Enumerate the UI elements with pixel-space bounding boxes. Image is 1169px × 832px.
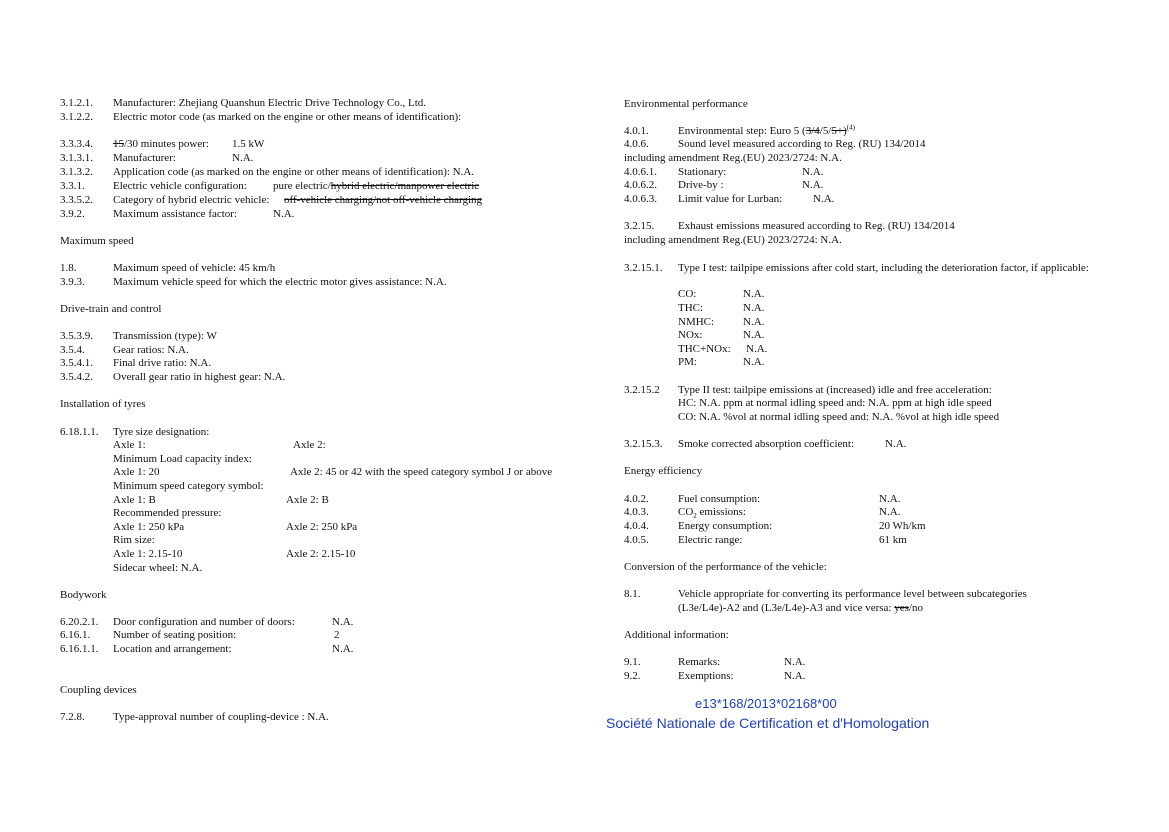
exemptions-value: N.A. bbox=[784, 670, 806, 682]
load-axle2: Axle 2: 45 or 42 with the speed category symbol J or above bbox=[290, 466, 553, 478]
item-number: 6.16.1.1. bbox=[60, 643, 99, 655]
item-number: 3.1.3.2. bbox=[60, 166, 93, 178]
gear-ratios-line: Gear ratios: N.A. bbox=[113, 344, 189, 356]
item-number: 3.2.15.3. bbox=[624, 438, 663, 450]
ev-config-selected: pure electric/ bbox=[273, 180, 331, 192]
pollutant-value: N.A. bbox=[743, 288, 765, 300]
exhaust-line: Exhaust emissions measured according to Reg. (RU) 134/2014 bbox=[678, 220, 955, 232]
fuel-consumption-value: N.A. bbox=[879, 493, 901, 505]
assistance-factor-label: Maximum assistance factor: bbox=[113, 208, 238, 220]
section-heading-bodywork: Bodywork bbox=[60, 589, 107, 601]
co2-text: CO bbox=[678, 506, 694, 518]
seating-label: Number of seating position: bbox=[113, 629, 237, 641]
item-number: 3.9.3. bbox=[60, 276, 85, 288]
conversion-line-2 bbox=[678, 602, 923, 615]
exemptions-label: Exemptions: bbox=[678, 670, 734, 682]
pollutant-name: CO: bbox=[678, 288, 697, 300]
certification-body: Société Nationale de Certification et d'Homologation bbox=[606, 715, 930, 731]
item-number: 4.0.1. bbox=[624, 125, 649, 137]
item-number: 8.1. bbox=[624, 588, 641, 600]
struck-text: yes bbox=[894, 602, 909, 614]
item-number: 4.0.4. bbox=[624, 520, 649, 532]
transmission-line: Transmission (type): W bbox=[113, 330, 217, 342]
item-number: 3.3.3.4. bbox=[60, 138, 93, 150]
type2-hc-line: HC: N.A. ppm at normal idling speed and: N.A. ppm at high idle speed bbox=[678, 397, 992, 409]
struck-text: 5+) bbox=[831, 125, 847, 137]
tyre-axle2: Axle 2: bbox=[293, 439, 326, 451]
manufacturer-line: Manufacturer: Zhejiang Quanshun Electric Drive Technology Co., Ltd. bbox=[113, 97, 427, 109]
sound-level-line: Sound level measured according to Reg. (RU) 134/2014 bbox=[678, 138, 926, 150]
type2-test-line: Type II test: tailpipe emissions at (increased) idle and free acceleration: bbox=[678, 384, 992, 396]
struck-text: off-vehicle charging/not off-vehicle charging bbox=[284, 194, 483, 206]
item-number: 3.5.4.1. bbox=[60, 357, 93, 369]
hybrid-category-value bbox=[284, 194, 482, 207]
item-number: 3.1.2.2. bbox=[60, 111, 93, 123]
pollutant-name: THC+NOx: bbox=[678, 343, 731, 355]
pollutant-name: NMHC: bbox=[678, 316, 715, 328]
pollutant-name: PM: bbox=[678, 356, 697, 368]
lurban-value: N.A. bbox=[813, 193, 835, 205]
rim-size-label: Rim size: bbox=[113, 534, 155, 546]
environmental-step-line bbox=[678, 125, 855, 138]
motor-code-line: Electric motor code (as marked on the engine or other means of identification): bbox=[113, 111, 462, 123]
drive-by-label: Drive-by : bbox=[678, 179, 724, 191]
power-label: /30 minutes power: bbox=[124, 138, 209, 150]
seating-value: 2 bbox=[334, 629, 340, 641]
tyre-designation-label: Tyre size designation: bbox=[113, 426, 210, 438]
section-heading-environmental: Environmental performance bbox=[624, 98, 748, 110]
item-number: 3.5.4.2. bbox=[60, 371, 93, 383]
item-number: 3.3.1. bbox=[60, 180, 85, 192]
assist-speed-line: Maximum vehicle speed for which the electric motor gives assistance: N.A. bbox=[113, 276, 447, 288]
item-number: 3.2.15.1. bbox=[624, 262, 663, 274]
hybrid-category-label: Category of hybrid electric vehicle: bbox=[113, 194, 270, 206]
assistance-factor-value: N.A. bbox=[273, 208, 295, 220]
pollutant-value: N.A. bbox=[743, 302, 765, 314]
item-number: 6.18.1.1. bbox=[60, 426, 99, 438]
energy-consumption-value: 20 Wh/km bbox=[879, 520, 926, 532]
manufacturer-value: N.A. bbox=[232, 152, 254, 164]
env-step-label: Environmental step: Euro 5 ( bbox=[678, 125, 806, 137]
item-number: 4.0.6.2. bbox=[624, 179, 657, 191]
item-number: 9.2. bbox=[624, 670, 641, 682]
conversion-answer: /no bbox=[908, 602, 923, 614]
sidecar-line: Sidecar wheel: N.A. bbox=[113, 562, 203, 574]
energy-consumption-label: Energy consumption: bbox=[678, 520, 773, 532]
pressure-label: Recommended pressure: bbox=[113, 507, 222, 519]
item-number: 9.1. bbox=[624, 656, 641, 668]
ev-config-label: Electric vehicle configuration: bbox=[113, 180, 247, 192]
overall-gear-line: Overall gear ratio in highest gear: N.A. bbox=[113, 371, 286, 383]
pollutant-value: N.A. bbox=[746, 343, 768, 355]
item-number: 3.1.3.1. bbox=[60, 152, 93, 164]
electric-range-value: 61 km bbox=[879, 534, 907, 546]
approval-number: e13*168/2013*02168*00 bbox=[695, 696, 837, 711]
struck-text: hybrid electric/manpower electric bbox=[330, 180, 480, 192]
env-step-mid: /5/ bbox=[819, 125, 832, 137]
power-line bbox=[113, 138, 209, 151]
item-number: 1.8. bbox=[60, 262, 77, 274]
smoke-label: Smoke corrected absorption coefficient: bbox=[678, 438, 855, 450]
co2-subscript: 2 bbox=[693, 512, 697, 521]
door-config-value: N.A. bbox=[332, 616, 354, 628]
item-number: 4.0.2. bbox=[624, 493, 649, 505]
final-drive-line: Final drive ratio: N.A. bbox=[113, 357, 212, 369]
pollutant-name: NOx: bbox=[678, 329, 703, 341]
item-number: 3.2.15. bbox=[624, 220, 655, 232]
item-number: 3.5.4. bbox=[60, 344, 85, 356]
stationary-value: N.A. bbox=[802, 166, 824, 178]
item-number: 4.0.6.1. bbox=[624, 166, 657, 178]
electric-range-label: Electric range: bbox=[678, 534, 743, 546]
item-number: 3.9.2. bbox=[60, 208, 85, 220]
location-label: Location and arrangement: bbox=[113, 643, 232, 655]
item-number: 4.0.6.3. bbox=[624, 193, 657, 205]
pollutant-value: N.A. bbox=[743, 329, 765, 341]
lurban-label: Limit value for Lurban: bbox=[678, 193, 783, 205]
door-config-label: Door configuration and number of doors: bbox=[113, 616, 295, 628]
smoke-value: N.A. bbox=[885, 438, 907, 450]
conversion-line: Vehicle appropriate for converting its performance level between subcategories bbox=[678, 588, 1027, 600]
pollutant-value: N.A. bbox=[743, 356, 765, 368]
power-value: 1.5 kW bbox=[232, 138, 265, 150]
remarks-value: N.A. bbox=[784, 656, 806, 668]
item-number: 7.2.8. bbox=[60, 711, 85, 723]
pollutant-name: THC: bbox=[678, 302, 704, 314]
section-heading-tyres: Installation of tyres bbox=[60, 398, 146, 410]
struck-text: 3/4 bbox=[805, 125, 820, 137]
type1-test-line: Type I test: tailpipe emissions after cold start, including the deterioration factor, if applicable: bbox=[678, 262, 1089, 274]
rim-axle2: Axle 2: 2.15-10 bbox=[286, 548, 356, 560]
tyre-axle1: Axle 1: bbox=[113, 439, 146, 451]
max-speed-line: Maximum speed of vehicle: 45 km/h bbox=[113, 262, 276, 274]
item-number: 3.3.5.2. bbox=[60, 194, 93, 206]
remarks-label: Remarks: bbox=[678, 656, 721, 668]
section-heading-additional: Additional information: bbox=[624, 629, 729, 641]
sound-amendment-line: including amendment Reg.(EU) 2023/2724: N.A. bbox=[624, 152, 842, 164]
item-number: 3.1.2.1. bbox=[60, 97, 93, 109]
item-number: 4.0.5. bbox=[624, 534, 649, 546]
pressure-axle1: Axle 1: 250 kPa bbox=[113, 521, 185, 533]
item-number: 3.2.15.2 bbox=[624, 384, 660, 396]
item-number: 3.5.3.9. bbox=[60, 330, 93, 342]
item-number: 6.16.1. bbox=[60, 629, 91, 641]
item-number: 4.0.6. bbox=[624, 138, 649, 150]
section-heading-energy: Energy efficiency bbox=[624, 465, 703, 477]
location-value: N.A. bbox=[332, 643, 354, 655]
application-code-line: Application code (as marked on the engine or other means of identification): N.A. bbox=[113, 166, 475, 178]
load-axle1: Axle 1: 20 bbox=[113, 466, 160, 478]
section-heading-max-speed: Maximum speed bbox=[60, 235, 134, 247]
section-heading-drivetrain: Drive-train and control bbox=[60, 303, 162, 315]
manufacturer-label: Manufacturer: bbox=[113, 152, 176, 164]
speed-axle1: Axle 1: B bbox=[113, 494, 156, 506]
struck-text: 15 bbox=[113, 138, 124, 150]
ev-config-value bbox=[273, 180, 479, 193]
pollutant-value: N.A. bbox=[743, 316, 765, 328]
section-heading-coupling: Coupling devices bbox=[60, 684, 137, 696]
speed-symbol-label: Minimum speed category symbol: bbox=[113, 480, 264, 492]
conversion-text-2: (L3e/L4e)-A2 and (L3e/L4e)-A3 and vice versa: bbox=[678, 602, 895, 614]
co2-emissions-value: N.A. bbox=[879, 506, 901, 518]
co2-text-2: emissions: bbox=[696, 506, 746, 518]
coupling-line: Type-approval number of coupling-device : N.A. bbox=[113, 711, 329, 723]
footnote-ref: (4) bbox=[846, 123, 855, 132]
load-index-label: Minimum Load capacity index: bbox=[113, 453, 252, 465]
pressure-axle2: Axle 2: 250 kPa bbox=[286, 521, 358, 533]
drive-by-value: N.A. bbox=[802, 179, 824, 191]
rim-axle1: Axle 1: 2.15-10 bbox=[113, 548, 183, 560]
speed-axle2: Axle 2: B bbox=[286, 494, 329, 506]
fuel-consumption-label: Fuel consumption: bbox=[678, 493, 761, 505]
item-number: 6.20.2.1. bbox=[60, 616, 99, 628]
co2-emissions-label bbox=[678, 506, 746, 519]
item-number: 4.0.3. bbox=[624, 506, 649, 518]
type2-co-line: CO: N.A. %vol at normal idling speed and: N.A. %vol at high idle speed bbox=[678, 411, 1000, 423]
stationary-label: Stationary: bbox=[678, 166, 727, 178]
exhaust-amendment-line: including amendment Reg.(EU) 2023/2724: N.A. bbox=[624, 234, 842, 246]
section-heading-conversion: Conversion of the performance of the vehicle: bbox=[624, 561, 827, 573]
